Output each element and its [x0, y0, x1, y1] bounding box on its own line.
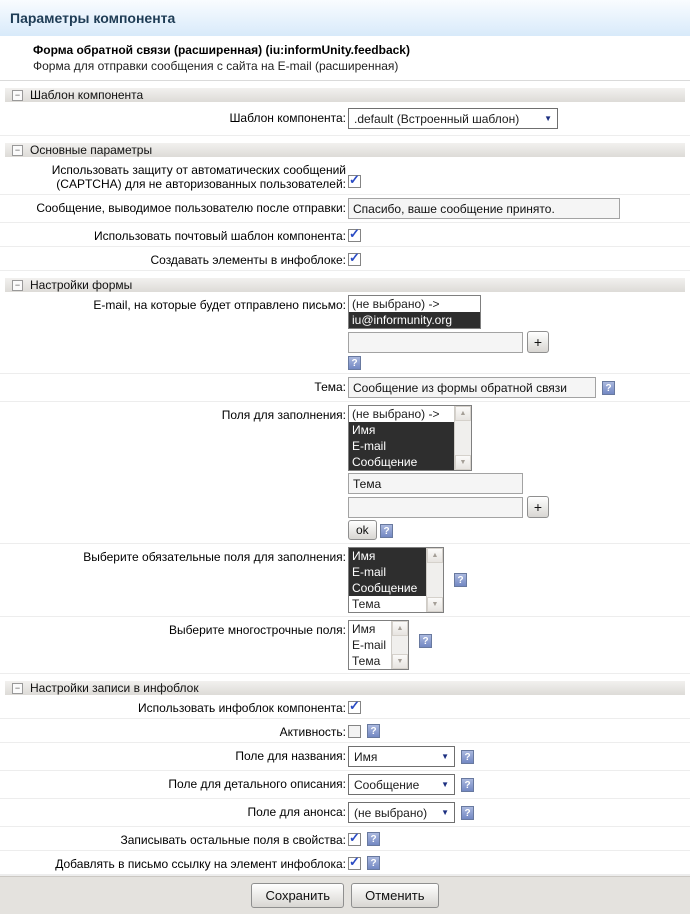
fields-pending-input[interactable] — [348, 473, 523, 494]
list-option[interactable]: (не выбрано) -> — [352, 297, 440, 311]
active-label: Активность: — [279, 725, 346, 739]
listbox-scrollbar[interactable] — [426, 548, 443, 612]
create-elements-label: Создавать элементы в инфоблоке: — [150, 253, 346, 267]
after-message-input[interactable] — [348, 198, 620, 219]
active-row — [0, 719, 690, 743]
email-row — [0, 292, 690, 374]
preview-field-label: Поле для анонса: — [247, 805, 346, 819]
section-iblock-bar[interactable] — [5, 681, 685, 695]
create-elements-row — [0, 247, 690, 271]
list-option[interactable]: iu@informunity.org — [349, 312, 480, 328]
fields-listbox[interactable] — [348, 405, 472, 471]
plus-icon: + — [533, 334, 543, 350]
collapse-minus-icon[interactable]: − — [12, 90, 23, 101]
detail-field-row — [0, 771, 690, 799]
after-message-label: Сообщение, выводимое пользователю после отправки: — [36, 201, 346, 215]
check-icon: ✓ — [349, 250, 360, 266]
detail-field-value: Сообщение — [354, 777, 420, 792]
required-fields-row — [0, 544, 690, 617]
help-icon[interactable]: ? — [602, 381, 615, 395]
detail-field-select[interactable] — [348, 774, 455, 795]
list-option[interactable]: Имя — [349, 548, 426, 564]
list-option[interactable]: E-mail — [349, 564, 426, 580]
template-row — [0, 102, 690, 136]
list-option[interactable]: Имя — [349, 422, 454, 438]
section-template-bar[interactable] — [5, 88, 685, 102]
section-main-bar[interactable] — [5, 143, 685, 157]
section-form-title: Настройки формы — [30, 278, 133, 292]
list-option[interactable]: Тема — [352, 597, 381, 611]
help-icon[interactable]: ? — [348, 356, 361, 370]
page-title: Параметры компонента — [10, 10, 176, 26]
save-button[interactable]: Сохранить — [251, 883, 344, 908]
check-icon: ✓ — [349, 226, 360, 242]
scroll-down-icon[interactable]: ▼ — [392, 654, 408, 669]
scroll-up-icon[interactable]: ▲ — [427, 548, 443, 563]
component-description: Форма для отправки сообщения с сайта на E-mail (расширенная) — [33, 59, 399, 73]
section-main-title: Основные параметры — [30, 143, 153, 157]
preview-field-select[interactable] — [348, 802, 455, 823]
active-checkbox[interactable] — [348, 725, 361, 738]
ok-button[interactable]: ok — [348, 520, 377, 540]
add-email-button[interactable] — [527, 331, 549, 353]
help-icon[interactable]: ? — [461, 750, 474, 764]
use-iblock-label: Использовать инфоблок компонента: — [138, 701, 346, 715]
component-name: Форма обратной связи (расширенная) (iu:informUnity.feedback) — [33, 43, 410, 57]
section-iblock-title: Настройки записи в инфоблок — [30, 681, 199, 695]
template-select[interactable] — [348, 108, 558, 129]
check-icon: ✓ — [349, 853, 360, 869]
scroll-down-icon[interactable]: ▼ — [427, 597, 443, 612]
mail-template-label: Использовать почтовый шаблон компонента: — [94, 229, 346, 243]
collapse-minus-icon[interactable]: − — [12, 145, 23, 156]
collapse-minus-icon[interactable]: − — [12, 280, 23, 291]
dropdown-arrow-icon: ▼ — [544, 114, 552, 123]
listbox-scrollbar[interactable] — [454, 406, 471, 470]
scroll-up-icon[interactable]: ▲ — [455, 406, 471, 421]
help-icon[interactable]: ? — [419, 634, 432, 648]
dialog-footer — [0, 876, 690, 914]
help-icon[interactable]: ? — [367, 856, 380, 870]
help-icon[interactable]: ? — [380, 524, 393, 538]
check-icon: ✓ — [349, 829, 360, 845]
add-link-checkbox[interactable] — [348, 853, 361, 870]
help-icon[interactable]: ? — [367, 832, 380, 846]
listbox-scrollbar[interactable] — [391, 621, 408, 669]
use-iblock-row — [0, 695, 690, 719]
name-field-value: Имя — [354, 749, 378, 764]
mail-template-row — [0, 223, 690, 247]
multiline-fields-label: Выберите многострочные поля: — [169, 623, 346, 637]
help-icon[interactable]: ? — [461, 806, 474, 820]
template-label: Шаблон компонента: — [229, 111, 346, 125]
multiline-fields-row — [0, 617, 690, 674]
name-field-select[interactable] — [348, 746, 455, 767]
help-icon[interactable]: ? — [461, 778, 474, 792]
help-icon[interactable]: ? — [367, 724, 380, 738]
email-label: E-mail, на которые будет отправлено письмо: — [93, 298, 346, 312]
add-link-row — [0, 851, 690, 875]
help-icon[interactable]: ? — [454, 573, 467, 587]
list-option[interactable]: Имя — [352, 622, 376, 636]
collapse-minus-icon[interactable]: − — [12, 683, 23, 694]
write-props-label: Записывать остальные поля в свойства: — [120, 833, 346, 847]
dropdown-arrow-icon: ▼ — [441, 752, 449, 761]
write-props-row — [0, 827, 690, 851]
check-icon: ✓ — [349, 172, 360, 188]
list-option[interactable]: Тема — [352, 654, 381, 668]
template-select-value: .default (Встроенный шаблон) — [354, 111, 520, 126]
section-form-bar[interactable] — [5, 278, 685, 292]
email-listbox[interactable] — [348, 295, 481, 329]
required-fields-listbox[interactable] — [348, 547, 444, 613]
create-elements-checkbox[interactable] — [348, 250, 361, 266]
section-template-title: Шаблон компонента — [30, 88, 144, 102]
required-fields-label: Выберите обязательные поля для заполнения: — [83, 550, 346, 564]
name-field-row — [0, 743, 690, 771]
subject-input[interactable] — [348, 377, 596, 398]
fields-new-input[interactable] — [348, 497, 523, 518]
add-field-button[interactable] — [527, 496, 549, 518]
multiline-fields-listbox[interactable] — [348, 620, 409, 670]
subject-row — [0, 374, 690, 402]
dialog-header — [0, 0, 690, 36]
dropdown-arrow-icon: ▼ — [441, 780, 449, 789]
list-option[interactable]: Сообщение — [349, 454, 454, 470]
dropdown-arrow-icon: ▼ — [441, 808, 449, 817]
write-props-checkbox[interactable] — [348, 829, 361, 846]
detail-field-label: Поле для детального описания: — [168, 777, 346, 791]
list-option[interactable]: E-mail — [352, 638, 387, 652]
captcha-row — [0, 157, 690, 195]
component-info — [0, 36, 690, 81]
fields-row — [0, 402, 690, 544]
after-message-row — [0, 195, 690, 223]
list-option[interactable]: Сообщение — [349, 580, 426, 596]
preview-field-row — [0, 799, 690, 827]
subject-label: Тема: — [314, 380, 346, 394]
email-new-input[interactable] — [348, 332, 523, 353]
captcha-label: Использовать защиту от автоматических сообщений (CAPTCHA) для не авторизованных пользователей: — [51, 163, 346, 191]
scroll-down-icon[interactable]: ▼ — [455, 455, 471, 470]
plus-icon: + — [533, 499, 543, 515]
name-field-label: Поле для названия: — [235, 749, 346, 763]
list-option[interactable]: (не выбрано) -> — [352, 407, 440, 421]
check-icon: ✓ — [349, 698, 360, 714]
captcha-checkbox[interactable] — [348, 172, 361, 188]
fields-label: Поля для заполнения: — [221, 408, 346, 422]
list-option[interactable]: E-mail — [349, 438, 454, 454]
add-link-label: Добавлять в письмо ссылку на элемент инфоблока: — [55, 857, 346, 871]
preview-field-value: (не выбрано) — [354, 805, 428, 820]
scroll-up-icon[interactable]: ▲ — [392, 621, 408, 636]
mail-template-checkbox[interactable] — [348, 226, 361, 242]
cancel-button[interactable]: Отменить — [351, 883, 438, 908]
use-iblock-checkbox[interactable] — [348, 698, 361, 714]
